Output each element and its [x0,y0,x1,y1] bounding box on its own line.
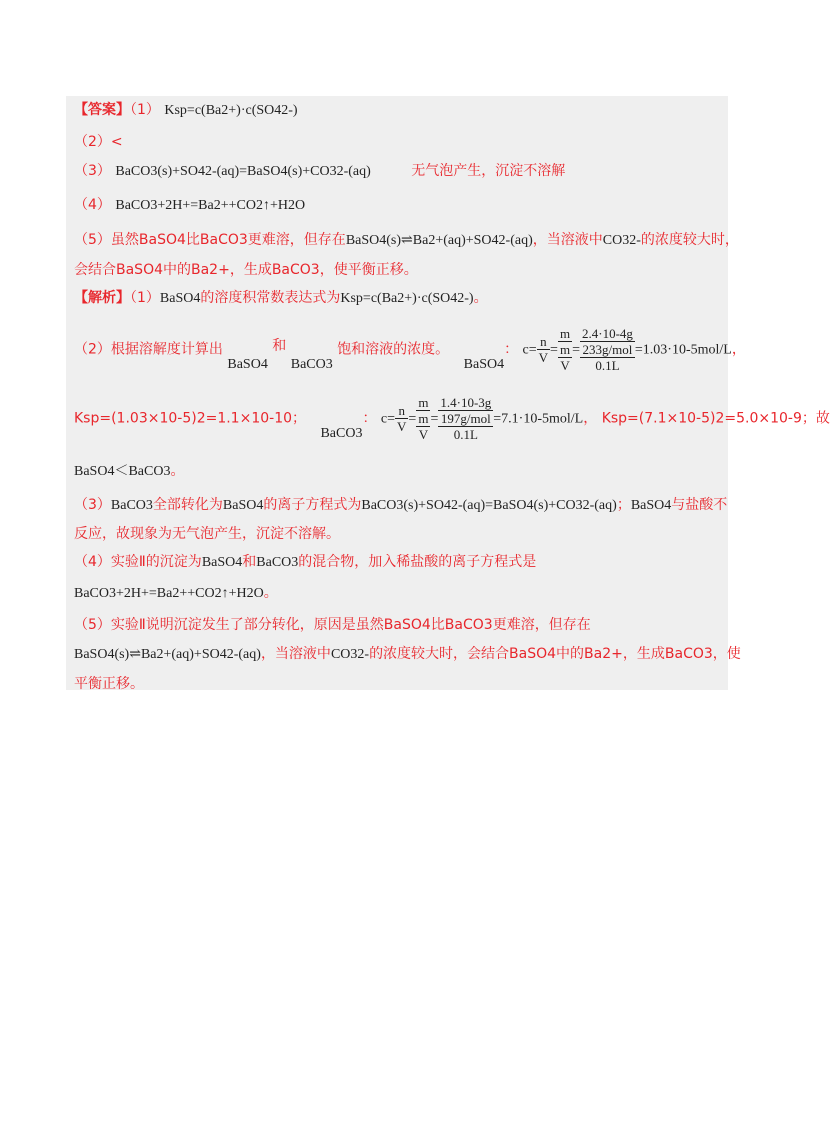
calc2-result: =7.1·10-5mol/L [493,411,584,427]
answer-p5-a: 虽然BaSO4比BaCO3更难溶，但存在 [110,232,346,248]
answer-line-3 [74,162,565,181]
calc1-frac-nv: $\frac{n}{V}$ [538,334,549,365]
ksp1: Ksp=(1.03×10-5)2=1.1×10-10； [74,410,307,427]
analysis-p4-d: BaCO3 [256,555,299,570]
analysis-p2-e: 饱和溶液的浓度。 [337,341,450,358]
calc1-frac-big: 2.4·10-4g 233g/mol 0.1L [581,326,633,373]
analysis-p5-b: ，当溶液中 [260,646,331,662]
analysis-line-11 [74,675,144,693]
analysis-p1-b: 的溶度积常数表达式为 [200,290,341,306]
answer-p5-eq: BaSO4(s)⇌Ba2+(aq)+SO42-(aq) [345,233,533,248]
analysis-p2-d: BaCO3 [290,356,333,372]
analysis-tag: 【解析】 [74,290,130,306]
analysis-line-5 [74,496,727,515]
answer-p1-formula: Ksp=c(Ba2+)·c(SO42-) [164,103,298,118]
calc2-frac-nv: $\frac{n}{V}$ [397,403,407,434]
analysis-p5-d: 平衡正移。 [74,676,144,692]
analysis-p4-c: 和 [242,554,257,570]
answer-p2-num: （2） [74,134,111,150]
analysis-p5-a: 实验Ⅱ说明沉淀发生了部分转化，原因是虽然BaSO4比BaCO3更难溶，但存在 [110,617,591,633]
answer-tag: 【答案】 [74,102,130,118]
analysis-line-7 [74,553,536,572]
calc1-lhs: c= [522,342,537,358]
analysis-line-9 [74,616,591,634]
answer-p5-ion: CO32- [602,233,641,248]
answer-p1-num: （1） [130,102,160,118]
calc2-lhs: c= [380,411,396,427]
calc1-result: =1.03·10-5mol/L [634,342,732,358]
answer-p5-num: （5） [74,232,111,248]
analysis-p2-num: （2） [74,341,111,358]
ksp2: Ksp=(7.1×10-5)2=5.0×10-9；故 [601,410,830,427]
analysis-p5-eq: BaSO4(s)⇌Ba2+(aq)+SO42-(aq) [74,647,261,662]
answer-p3-phenomenon: 无气泡产生，沉淀不溶解 [411,163,566,179]
answer-p5-c: 的浓度较大时， [640,232,739,248]
analysis-p3-h: 反应，故现象为无气泡产生，沉淀不溶解。 [74,526,340,542]
analysis-p2-b: BaSO4 [227,356,268,372]
analysis-p3-c: BaSO4 [222,498,264,513]
analysis-p4-e: 的混合物，加入稀盐酸的离子方程式是 [298,554,537,570]
analysis-p3-num: （3） [74,497,111,513]
answer-p5-d: 会结合BaSO4中的Ba2+，生成BaCO3，使平衡正移。 [74,262,418,278]
analysis-line-4 [74,462,184,481]
analysis-p4-num: （4） [74,554,111,570]
analysis-p4-end: 。 [263,585,278,601]
answer-p5-b: ，当溶液中 [532,232,603,248]
analysis-p4-a: 实验Ⅱ的沉淀为 [110,554,202,570]
answer-p3-formula: BaCO3(s)+SO42-(aq)=BaSO4(s)+CO32-(aq) [115,164,371,179]
analysis-p1-formula: Ksp=c(Ba2+)·c(SO42-) [340,291,474,306]
answer-line-1 [74,101,298,120]
analysis-line-3: Ksp=(1.03×10-5)2=1.1×10-10； BaCO3： c= $\frac{n}{V}$ = m m V = 1.4·10-3g 197g/mol 0.1L =7.1·10-5mol/L， Ksp=(7.1×10-5)2=5.0×10-9；故 [74,395,830,442]
calc2-frac-big: 1.4·10-3g 197g/mol 0.1L [440,395,492,442]
analysis-p1-num: （1） [130,290,160,306]
answer-p4-formula: BaCO3+2H+=Ba2++CO2↑+H2O [115,198,306,213]
analysis-line-8 [74,584,278,603]
compare-end: 。 [170,463,185,479]
analysis-p1-end: 。 [473,290,488,306]
calc1-frac-mv: m m V [559,326,571,373]
compare: BaSO4＜BaCO3 [74,464,171,479]
analysis-p2-colon: ： [504,341,519,358]
analysis-p5-num: （5） [74,617,111,633]
analysis-p3-f: BaSO4 [630,498,672,513]
calc2-frac-mv: m m V [418,395,429,442]
calc2-colon: ： [362,410,377,427]
analysis-p5-ion: CO32- [330,647,370,662]
analysis-p2-a: 根据溶解度计算出 [110,341,223,358]
answer-line-5b [74,261,418,279]
calc2-label: BaCO3 [320,425,363,441]
calc1-tail: ， [731,341,746,358]
answer-p2-text: < [110,134,123,150]
analysis-p3-formula: BaCO3(s)+SO42-(aq)=BaSO4(s)+CO32-(aq) [361,498,617,513]
analysis-p1-a: BaSO4 [159,291,201,306]
answer-line-5 [74,231,739,250]
analysis-line-1 [74,289,488,308]
analysis-p3-d: 的离子方程式为 [263,497,362,513]
analysis-p3-e: ； [616,497,631,513]
answer-line-2 [74,133,123,151]
analysis-p4-formula: BaCO3+2H+=Ba2++CO2↑+H2O [74,586,264,601]
analysis-line-10 [74,645,741,664]
analysis-p2-f: BaSO4 [463,356,505,372]
analysis-p5-c: 的浓度较大时，会结合BaSO4中的Ba2+，生成BaCO3，使 [369,646,741,662]
analysis-p3-a: BaCO3 [110,498,153,513]
analysis-line-2: （2）根据溶解度计算出 BaSO4 和 BaCO3 饱和溶液的浓度。 BaSO4： c= $\frac{n}{V}$ = m m V = 2.4·10-4g 233g/mol 0.1L =1.03·10-5mol/L， [74,326,746,373]
calc2-tail: ， [583,410,598,427]
analysis-p3-b: 全部转化为 [152,497,223,513]
analysis-p4-b: BaSO4 [201,555,243,570]
analysis-p2-c: 和 [272,337,287,354]
answer-p3-num: （3） [74,163,111,179]
analysis-line-6 [74,525,340,543]
answer-p4-num: （4） [74,197,111,213]
answer-line-4 [74,196,305,215]
analysis-p3-g: 与盐酸不 [671,497,728,513]
